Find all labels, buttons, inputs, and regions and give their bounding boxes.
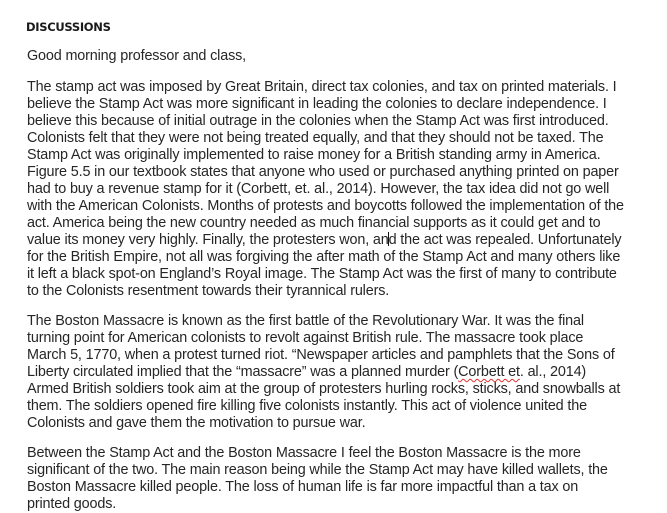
text-line: Stamp Act was originally implemented to raise money for a British standing army in America.	[27, 147, 601, 163]
text-line: for the British Empire, not all was forgiving the after math of the Stamp Act and many others like	[27, 249, 621, 265]
text-line: Armed British soldiers took aim at the group of protesters hurling rocks, sticks, and snowballs at	[27, 381, 621, 397]
text-line: Figure 5.5 in our textbook states that anyone who used or purchased anything printed on paper	[27, 164, 619, 180]
text-line: turning point for American colonists to revolt against British rule. The massacre took place	[27, 330, 584, 346]
text-line: printed goods.	[27, 496, 117, 512]
text-line: Colonists and gave them the motivation to pursue war.	[27, 415, 366, 431]
spellcheck-flagged-word[interactable]: Corbett et	[458, 364, 520, 380]
text-segment: Liberty circulated implied that the “massacre” was a planned murder (	[27, 364, 459, 380]
text-line: to the Colonists resentment towards their tyrannical rulers.	[27, 283, 390, 299]
text-line: significant of the two. The main reason being while the Stamp Act may have killed wallets, the	[27, 462, 608, 478]
text-line: it left a black spot-on England’s Royal image. The Stamp Act was the first of many to contribute	[27, 266, 617, 282]
text-line-with-spellcheck	[27, 364, 586, 381]
text-segment: d the act was repealed. Unfortunately	[388, 232, 622, 248]
text-line-with-caret	[27, 232, 621, 249]
text-line: believe this because of initial outrage in the colonies when the Stamp Act was first introduced.	[27, 113, 609, 129]
text-line: Colonists felt that they were not being treated equally, and that they should not be taxed. The	[27, 130, 604, 146]
text-segment: . al., 2014)	[519, 364, 587, 380]
text-line: Boston Massacre killed people. The loss of human life is far more impactful than a tax on	[27, 479, 579, 495]
text-line: act. America being the new country needed as much financial supports as it could get and to	[27, 215, 601, 231]
text-line: believe the Stamp Act was more significant in leading the colonies to declare independence. I	[27, 96, 607, 112]
text-line: The stamp act was imposed by Great Britain, direct tax colonies, and tax on printed materials. I	[27, 79, 617, 95]
text-line: them. The soldiers opened fire killing five colonists instantly. This act of violence united the	[27, 398, 587, 414]
text-line: with the American Colonists. Months of protests and boycotts followed the implementation of the	[27, 198, 624, 214]
text-segment: value its money very highly. Finally, the protesters won, an	[27, 232, 389, 248]
section-heading: DISCUSSIONS	[26, 20, 111, 34]
text-line: had to buy a revenue stamp for it (Corbett, et. al., 2014). However, the tax idea did not go well	[27, 181, 610, 197]
greeting-line: Good morning professor and class,	[27, 48, 247, 64]
text-line: March 5, 1770, when a protest turned riot. “Newspaper articles and pamphlets that the Sons of	[27, 347, 615, 363]
text-line: The Boston Massacre is known as the first battle of the Revolutionary War. It was the final	[27, 313, 584, 329]
text-line: Between the Stamp Act and the Boston Massacre I feel the Boston Massacre is the more	[27, 445, 581, 461]
